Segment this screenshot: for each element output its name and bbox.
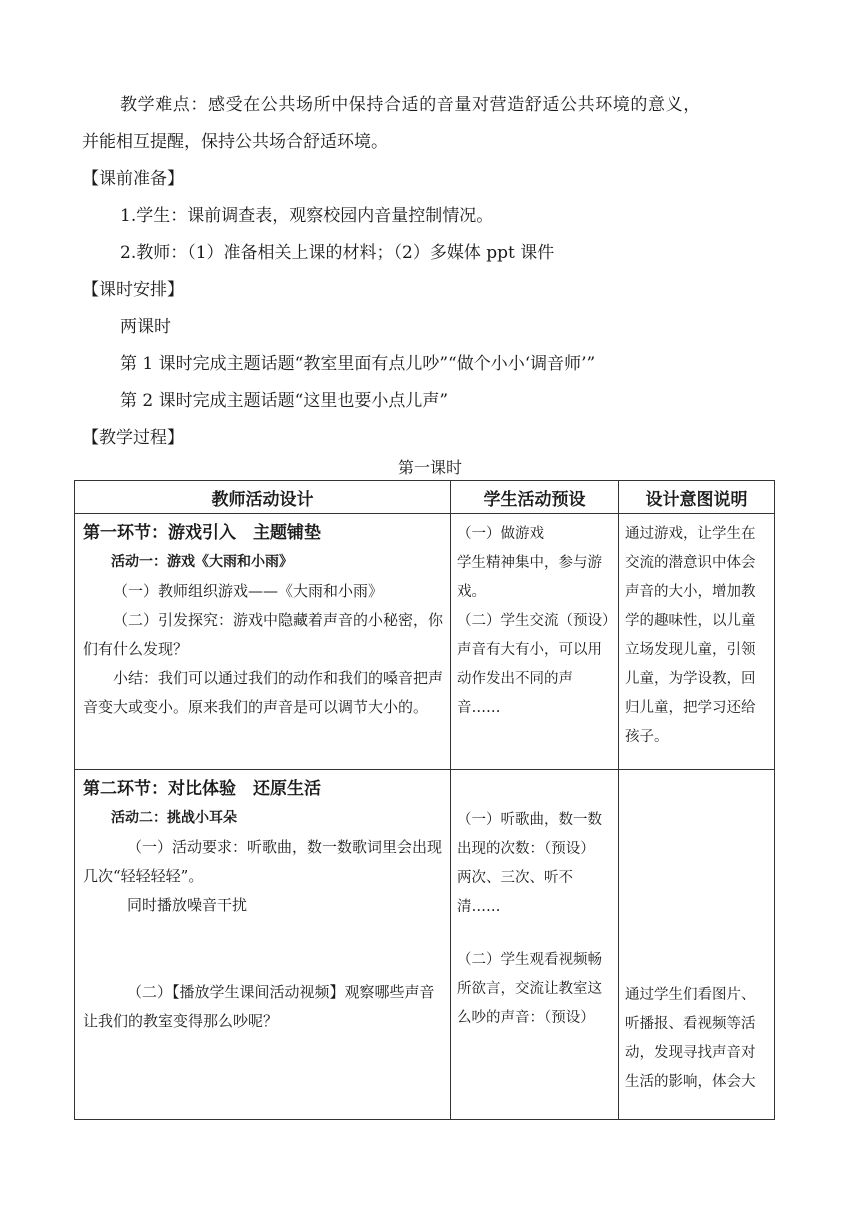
section2-step1: （一）活动要求：听歌曲，数一数歌词里会出现几次“轻轻轻轻”。 bbox=[83, 838, 443, 885]
section2-student3: （二）学生观看视频畅所欲言，交流让教室这么吵的声音：（预设） bbox=[457, 952, 602, 1026]
section1-summary: 小结：我们可以通过我们的动作和我们的嗓音把声音变大或变小。原来我们的声音是可以调节大小的。 bbox=[83, 669, 444, 716]
prep-heading: 【课前准备】 bbox=[82, 169, 184, 189]
process-heading: 【教学过程】 bbox=[82, 428, 184, 448]
section2-noise: 同时播放噪音干扰 bbox=[127, 896, 248, 914]
schedule-total: 两课时 bbox=[120, 317, 171, 337]
section1-student2: 学生精神集中，参与游戏。 bbox=[457, 555, 602, 600]
table-row bbox=[75, 514, 775, 770]
section2-student-cell bbox=[451, 770, 618, 1035]
header-student: 学生活动预设 bbox=[451, 481, 619, 514]
prep-item-student: 1.学生：课前调查表，观察校园内音量控制情况。 bbox=[120, 206, 494, 226]
prep-item-teacher: 2.教师：（1）准备相关上课的材料；（2）多媒体 ppt 课件 bbox=[120, 243, 555, 263]
section2-activity: 活动二：挑战小耳朵 bbox=[111, 810, 237, 826]
section2-title: 第二环节：对比体验 还原生活 bbox=[83, 779, 321, 799]
schedule-lesson1: 第 1 课时完成主题话题“教室里面有点儿吵”“做个小小‘调音师’” bbox=[120, 354, 596, 374]
section1-title: 第一环节：游戏引入 主题铺垫 bbox=[83, 523, 321, 543]
section1-activity: 活动一：游戏《大雨和小雨》 bbox=[111, 554, 293, 570]
table-header-row bbox=[75, 481, 775, 514]
section2-teacher-cell bbox=[75, 770, 450, 1038]
section2-intent: 通过学生们看图片、听播报、看视频等活动，发现寻找声音对生活的影响，体会大 bbox=[625, 987, 756, 1090]
section1-intent: 通过游戏，让学生在交流的潜意识中体会声音的大小，增加教学的趣味性，以儿童立场发现儿童，引领儿童，为学设教，回归儿童，把学习还给孩子。 bbox=[625, 526, 756, 745]
section2-student1: （一）听歌曲，数一数出现的次数：（预设） bbox=[457, 812, 602, 857]
section1-student1: （一）做游戏 bbox=[457, 526, 544, 542]
table-caption: 第一课时 bbox=[397, 458, 462, 477]
section2-intent-cell bbox=[619, 770, 774, 1099]
header-teacher: 教师活动设计 bbox=[75, 481, 451, 514]
section1-student-cell bbox=[451, 514, 618, 725]
section1-student3: （二）学生交流（预设）声音有大有小，可以用动作发出不同的声音…… bbox=[457, 613, 610, 716]
schedule-heading: 【课时安排】 bbox=[82, 280, 184, 300]
section1-step1: （一）教师组织游戏——《大雨和小雨》 bbox=[113, 582, 384, 600]
section1-teacher-cell bbox=[75, 514, 450, 724]
section1-step2: （二）引发探究：游戏中隐藏着声音的小秘密，你们有什么发现？ bbox=[83, 611, 444, 658]
teaching-difficulty-line2: 并能相互提醒，保持公共场合舒适环境。 bbox=[82, 132, 388, 152]
section2-step2: （二）【播放学生课间活动视频】观察哪些声音让我们的教室变得那么吵呢？ bbox=[83, 983, 435, 1030]
section1-intent-cell bbox=[619, 514, 774, 754]
teaching-difficulty-line1: 教学难点：感受在公共场所中保持合适的音量对营造舒适公共环境的意义， bbox=[120, 95, 701, 115]
table-row bbox=[75, 770, 775, 1120]
header-intent: 设计意图说明 bbox=[619, 481, 775, 514]
schedule-lesson2: 第 2 课时完成主题话题“这里也要小点儿声” bbox=[120, 391, 449, 411]
lesson-table bbox=[74, 480, 775, 1120]
section2-student2: 两次、三次、听不清…… bbox=[457, 870, 573, 915]
